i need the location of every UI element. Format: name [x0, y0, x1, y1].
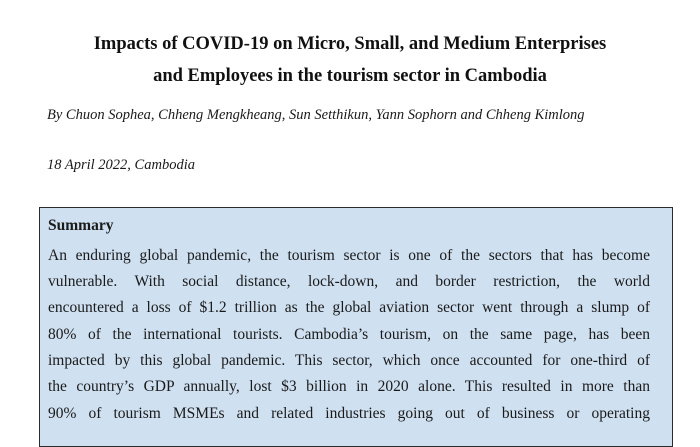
document-title-line-2: and Employees in the tourism sector in Cambodia: [153, 66, 547, 86]
summary-line: An enduring global pandemic, the tourism sector is one of the sectors that has become: [48, 247, 650, 264]
summary-box: [39, 207, 673, 447]
summary-line: vulnerable. With social distance, lock-down, and border restriction, the world: [48, 273, 650, 290]
summary-line: encountered a loss of $1.2 trillion as the global aviation sector went through a slump of: [48, 299, 650, 316]
summary-heading: Summary: [48, 217, 114, 234]
summary-line: impacted by this global pandemic. This sector, which once accounted for one-third of: [48, 352, 650, 369]
document-title-line-1: Impacts of COVID-19 on Micro, Small, and Medium Enterprises: [93, 34, 607, 54]
date-line: 18 April 2022, Cambodia: [47, 157, 195, 173]
summary-line: 90% of tourism MSMEs and related industries going out of business or operating: [48, 405, 650, 422]
authors-line: By Chuon Sophea, Chheng Mengkheang, Sun Setthikun, Yann Sophorn and Chheng Kimlong: [47, 107, 585, 123]
summary-line: 80% of the international tourists. Cambodia’s tourism, on the same page, has been: [48, 326, 650, 343]
summary-line: the country’s GDP annually, lost $3 billion in 2020 alone. This resulted in more than: [48, 378, 650, 395]
